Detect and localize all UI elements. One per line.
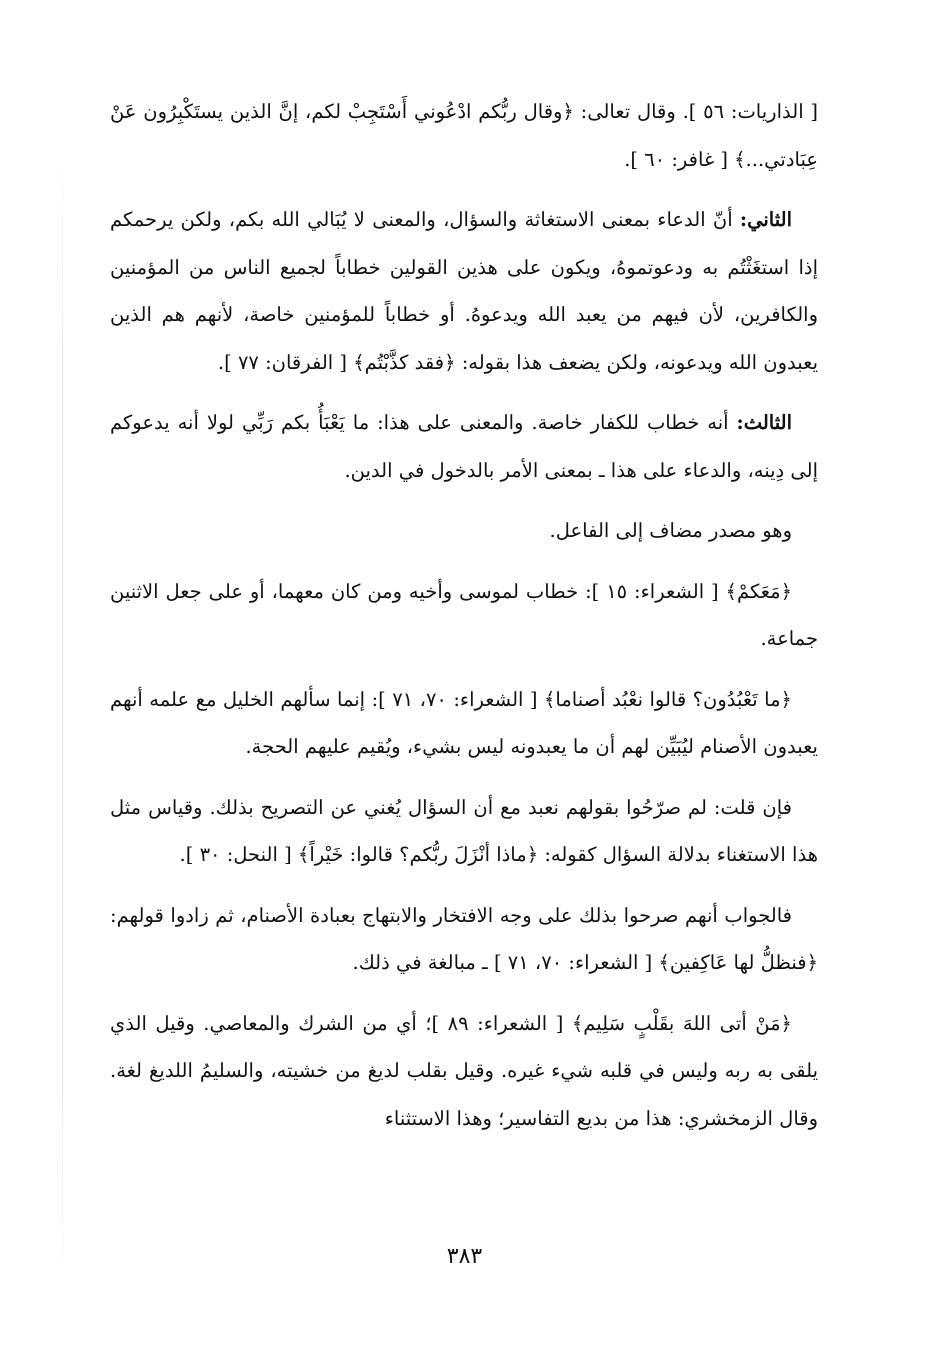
paragraph-6-text: ﴿ما تَعْبُدُون؟ قالوا نعْبُد أصناما﴾ [ الشعراء: ٧٠، ٧١ ]: إنما سألهم الخليل مع علمه أنهم يعبدون الأصنام ليُبَيِّن لهم أن ما يعبدونه ليس بشيء، ويُقيم عليهم الحجة.: [110, 687, 818, 758]
paragraph-6: [110, 676, 818, 771]
paragraph-3-heading: الثالث:: [736, 411, 792, 434]
paragraph-4: [110, 507, 818, 555]
paragraph-7: [110, 784, 818, 879]
paragraph-3-text: أنه خطاب للكفار خاصة. والمعنى على هذا: ما يَعْبَأُ بكم رَبِّي لولا أنه يدعوكم إلى دِينه، والدعاء على هذا ـ بمعنى الأمر بالدخول في الدين.: [110, 411, 818, 482]
paragraph-5-text: ﴿مَعَكمْ﴾ [ الشعراء: ١٥ ]: خطاب لموسى وأخيه ومن كان معهما، أو على جعل الاثنين جماعة.: [110, 579, 818, 650]
paragraph-9-text: ﴿مَنْ أتى اللهَ بقَلْبٍ سَلِيم﴾ [ الشعراء: ٨٩ ]؛ أي من الشرك والمعاصي. وقيل الذي يلقى به ربه وليس في قلبه شيء غيره. وقيل بقلب لديغ من خشيته، والسليمُ اللديغ لغة. وقال الزمخشري: هذا من بديع التفاسير؛ وهذا الاستثناء: [110, 1011, 818, 1130]
paragraph-8: [110, 892, 818, 987]
paragraph-2: [110, 196, 818, 386]
paragraph-5: [110, 568, 818, 663]
paragraph-3: [110, 399, 818, 494]
paragraph-9: [110, 1000, 818, 1143]
page-body: [110, 88, 818, 1155]
paragraph-2-text: أنّ الدعاء بمعنى الاستغاثة والسؤال، والمعنى لا يُبَالي الله بكم، ولكن يرحمكم إذا استغَثْتُم به ودعوتموهُ، ويكون على هذين القولين خطاباً لجميع الناس من المؤمنين والكافرين، لأن فيهم من يعبد الله ويدعوهُ. أو خطاباً للمؤمنين خاصة، لأنهم هم الذين يعبدون الله ويدعونه، ولكن يضعف هذا بقوله: ﴿فقد كذَّبْتُم﴾ [ الفرقان: ٧٧ ].: [110, 208, 818, 374]
paragraph-4-text: وهو مصدر مضاف إلى الفاعل.: [549, 519, 792, 542]
paragraph-1: [110, 88, 818, 183]
paragraph-1-text: [ الذاريات: ٥٦ ]. وقال تعالى: ﴿وقال ربُّكم ادْعُوني أَسْتَجِبْ لكم، إنَّ الذين يستَكْبِرُون عَنْ عِبَادتي...﴾ [ غافر: ٦٠ ].: [110, 100, 818, 171]
paragraph-7-text: فإن قلت: لم صرّحُوا بقولهم نعبد مع أن السؤال يُغني عن التصريح بذلك. وقياس مثل هذا الاستغناء بدلالة السؤال كقوله: ﴿ماذا أنْزَلَ ربُّكم؟ قالوا: خَيْراً﴾ [ النحل: ٣٠ ].: [110, 795, 818, 866]
page-number: ٣٨٣: [446, 1244, 483, 1269]
paragraph-2-heading: الثاني:: [739, 208, 792, 231]
paragraph-8-text: فالجواب أنهم صرحوا بذلك على وجه الافتخار والابتهاج بعبادة الأصنام، ثم زادوا قولهم: ﴿فنظلُّ لها عَاكِفين﴾ [ الشعراء: ٧٠، ٧١ ] ـ مبالغة في ذلك.: [110, 903, 818, 974]
page-edge-shadow: [62, 150, 63, 1290]
